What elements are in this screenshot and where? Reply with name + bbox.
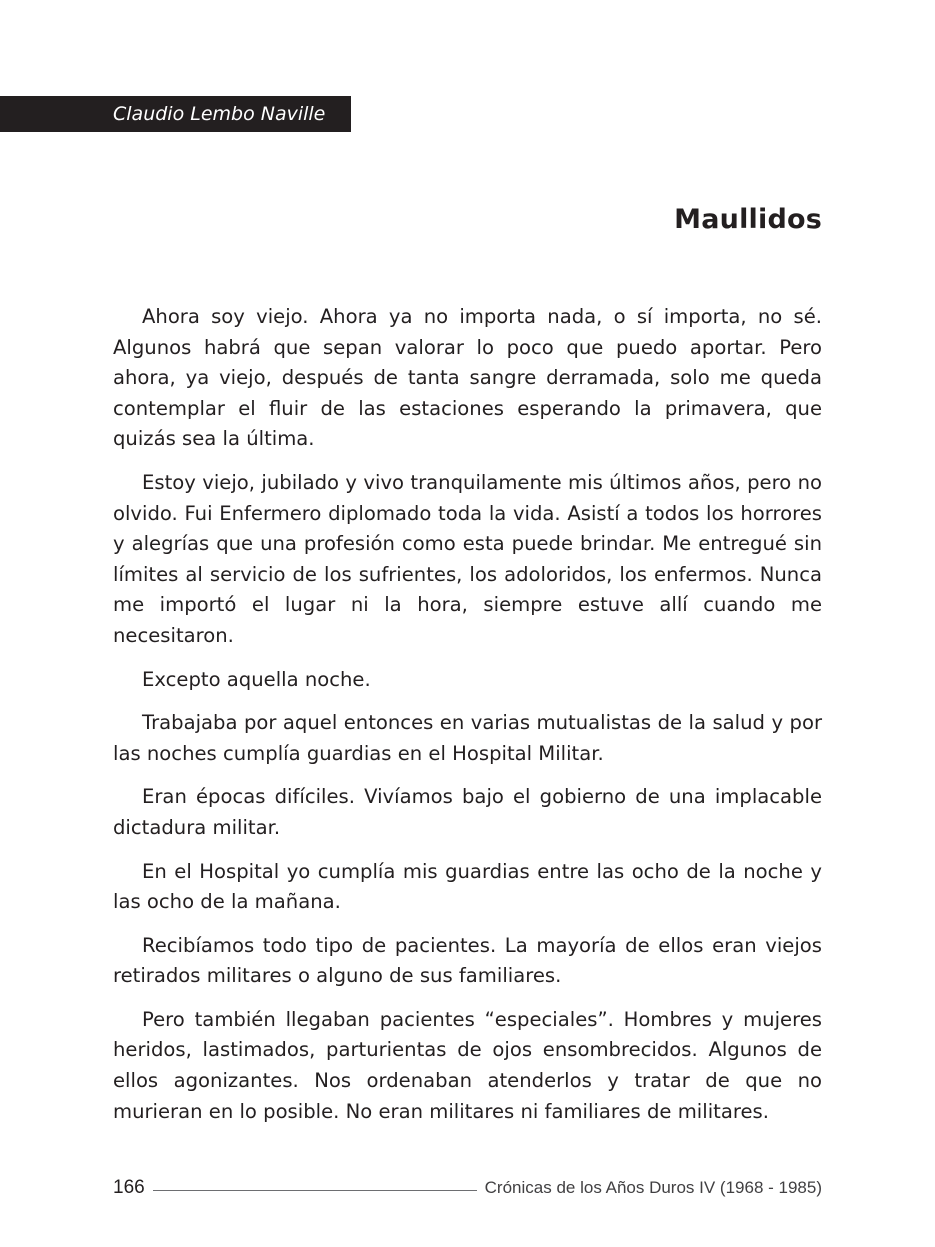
body-text [113, 302, 822, 1140]
page-number: 166 [113, 1177, 145, 1198]
chapter-title: Maullidos [674, 204, 822, 235]
paragraph: Excepto aquella noche. [142, 667, 371, 691]
paragraph: Trabajaba por aquel entonces en varias mutualistas de la salud y por las noches cumplía guardias en el Hospital Militar. [113, 711, 822, 765]
paragraph: En el Hospital yo cumplía mis guardias entre las ocho de la noche y las ocho de la mañana. [113, 859, 822, 914]
author-banner [0, 96, 351, 132]
paragraph: Ahora soy viejo. Ahora ya no importa nada, o sí importa, no sé. Algunos habrá que sepan valorar lo poco que puedo aportar. Pero ahora, ya viejo, después de tanta sangre derramada, solo me queda contemplar el fluir de las estaciones esperando la primavera, que quizás sea la última. [113, 305, 822, 451]
author-name: Claudio Lembo Naville [113, 103, 326, 125]
footer-divider [153, 1190, 477, 1191]
paragraph: Pero también llegaban pacientes “especiales”. Hombres y mujeres heridos, lastimados, parturientas de ojos ensombrecidos. Algunos de ellos agonizantes. Nos ordenaban atenderlos y tratar de que no murieran en lo posible. No eran militares ni familiares de militares. [113, 1007, 822, 1123]
paragraph: Recibíamos todo tipo de pacientes. La mayoría de ellos eran viejos retirados militares o alguno de sus familiares. [113, 933, 822, 988]
running-title: Crónicas de los Años Duros IV (1968 - 1985) [484, 1178, 822, 1197]
paragraph: Estoy viejo, jubilado y vivo tranquilamente mis últimos años, pero no olvido. Fui Enfermero diplomado toda la vida. Asistí a todos los horrores y alegrías que una profesión como esta puede brindar. Me entregué sin límites al servicio de los sufrientes, los adoloridos, los enfermos. Nunca me importó el lugar ni la hora, siempre estuve allí cuando me necesitaron. [113, 470, 822, 647]
page-footer [113, 1174, 822, 1202]
paragraph: Eran épocas difíciles. Vivíamos bajo el gobierno de una implacable dictadura militar. [113, 785, 822, 839]
